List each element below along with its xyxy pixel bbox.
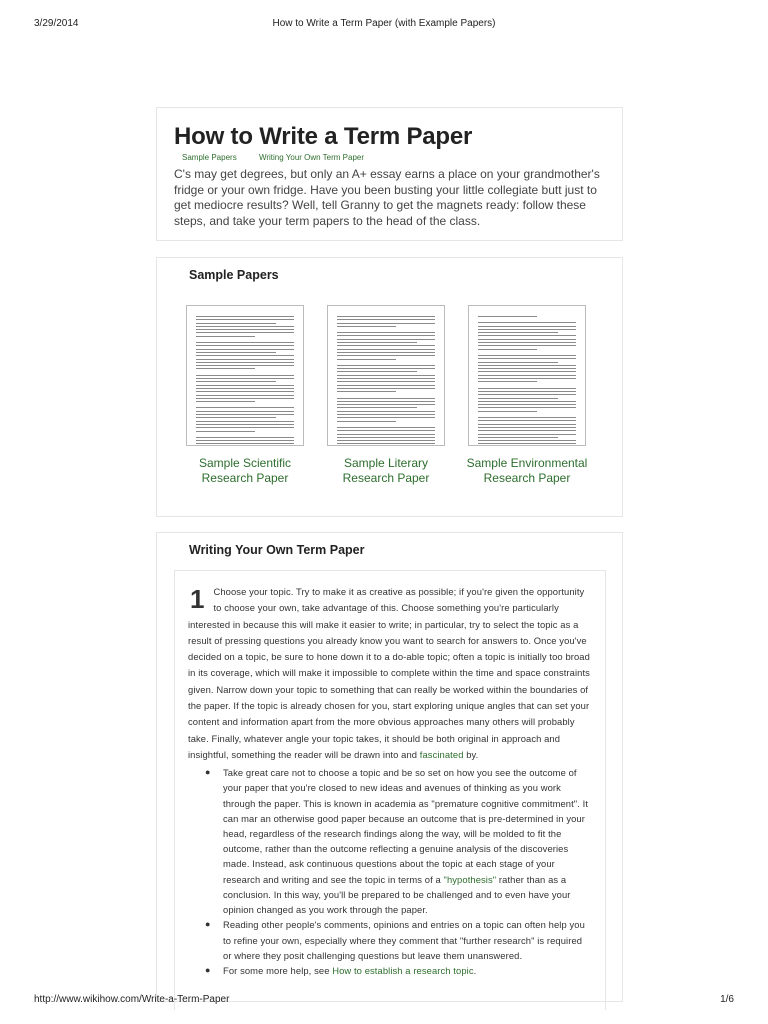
thumbnail-text-line <box>478 434 576 435</box>
thumbnail-text-line <box>196 329 294 330</box>
thumbnail-text-line <box>337 414 435 415</box>
thumbnail-text-line <box>478 378 576 379</box>
thumbnail-text-line <box>478 375 576 376</box>
thumbnail-text-line <box>337 443 435 444</box>
thumbnail-text-line <box>196 365 294 366</box>
thumbnail-text-line <box>478 394 576 395</box>
print-date: 3/29/2014 <box>34 18 79 29</box>
thumbnail-text-line <box>337 319 435 320</box>
thumbnail-text-line <box>478 355 576 356</box>
thumbnail-text-line <box>196 319 294 320</box>
bullet-dot-icon: ● <box>205 767 211 778</box>
thumbnail-text-line <box>196 332 294 333</box>
step-bullets <box>188 765 592 978</box>
thumbnail-text-line <box>196 368 255 369</box>
thumbnail-text-line <box>478 349 537 350</box>
thumbnail-text-line <box>196 385 294 386</box>
thumbnail-text-line <box>196 355 294 356</box>
thumbnail-text-line <box>337 316 435 317</box>
sample-scientific-link[interactable] <box>175 456 315 486</box>
step-1-box <box>174 570 606 1010</box>
thumbnail-text-line <box>478 391 576 392</box>
thumbnail-text-line <box>478 430 576 431</box>
print-page-number: 1/6 <box>720 994 734 1005</box>
sample-environmental-thumbnail[interactable] <box>468 305 586 446</box>
thumbnail-text-line <box>196 336 255 337</box>
step-text-end: by. <box>463 748 479 760</box>
sample-literary-label-2: Research Paper <box>342 471 430 485</box>
bullet-text-after: . <box>473 964 477 976</box>
thumbnail-text-line <box>478 401 576 402</box>
print-url: http://www.wikihow.com/Write-a-Term-Paper <box>34 994 230 1005</box>
thumbnail-text-line <box>478 388 576 389</box>
thumbnail-text-line <box>478 326 576 327</box>
thumbnail-text-line <box>196 375 294 376</box>
thumbnail-text-line <box>196 427 294 428</box>
thumbnail-text-line <box>478 358 576 359</box>
bullet-text-before: Reading other people's comments, opinions and entries on a topic can often help you to refine your own, especially where they comment that "further research" is required or where they posit challenging questions but leave them unanswered. <box>223 919 585 961</box>
thumbnail-text-line <box>478 339 576 340</box>
thumbnail-text-line <box>337 398 435 399</box>
thumbnail-text-line <box>337 437 435 438</box>
thumbnail-text-line <box>337 417 435 418</box>
bullet-text-before: Take great care not to choose a topic and be so set on how you see the outcome of your paper that you're closed to new ideas and avenues of thinking as you work through the paper. This is known in academia as "premature cognitive commitment". It can mar an otherwise good paper because an outcome that is pre-determined in your head, regardless of the research findings along the way, will be molded to fit the outcome, rather than the outcome reflecting a genuine analysis of the discoveries made. Instead, ask continuous questions about the topic at each stage of your research and writing and see the topic in terms of a <box>223 767 589 885</box>
thumbnail-text-line <box>337 355 435 356</box>
thumbnail-text-line <box>478 440 576 441</box>
fascinated-link[interactable]: fascinated <box>419 748 464 760</box>
sample-literary-link[interactable] <box>316 456 456 486</box>
thumbnail-text-line <box>196 401 255 402</box>
thumbnail-text-line <box>337 430 435 431</box>
thumbnail-text-line <box>337 421 396 422</box>
intro-card <box>156 107 623 241</box>
thumbnail-text-line <box>196 345 294 346</box>
thumbnail-text-line <box>196 349 294 350</box>
thumbnail-text-line <box>478 345 576 346</box>
bullet-item <box>205 963 592 978</box>
thumbnail-text-line <box>196 359 294 360</box>
thumbnail-text-line <box>478 332 558 333</box>
thumbnail-text-line <box>196 407 294 408</box>
thumbnail-text-line <box>478 417 576 418</box>
sample-papers-heading: Sample Papers <box>189 268 279 282</box>
thumbnail-text-line <box>337 388 435 389</box>
thumbnail-text-line <box>478 443 576 444</box>
sample-environmental-link[interactable] <box>457 456 597 486</box>
thumbnail-text-line <box>196 421 294 422</box>
step-text-main: Choose your topic. Try to make it as creative as possible; if you're given the opportunity to choose your own, take advantage of this. Choose something you're particularly interested in because this will make it easier to write; in particular, try to select the topic as a result of pressing questions you already know you want to search for answers to. Once you've decided on a topic, be sure to hone down it to a do-able topic; often a topic is initially too broad in its coverage, which will make it impossible to complete within the time and space constraints given. Narrow down your topic to something that can really be worked within the boundaries of the paper. If the topic is already chosen for you, start exploring unique angles that can set your content and information apart from the more obvious approaches many others will probably take. Finally, whatever angle your topic takes, it should be both original in approach and insightful, something the reader will be drawn into and <box>188 586 590 760</box>
thumbnail-text-line <box>196 342 294 343</box>
thumbnail-text-line <box>337 352 435 353</box>
thumbnail-text-line <box>337 365 435 366</box>
thumbnail-text-line <box>478 316 537 317</box>
thumbnail-text-line <box>478 368 576 369</box>
step-text <box>188 584 592 763</box>
thumbnail-text-line <box>337 371 417 372</box>
thumbnail-text-line <box>478 322 576 323</box>
hypothesis-link[interactable]: "hypothesis" <box>443 873 497 885</box>
thumbnail-text-line <box>196 381 276 382</box>
print-title: How to Write a Term Paper (with Example Papers) <box>272 18 496 29</box>
bullet-text-before: For some more help, see <box>223 964 333 976</box>
bullet-dot-icon: ● <box>205 964 211 975</box>
thumbnail-text-line <box>337 332 435 333</box>
thumbnail-text-line <box>337 323 435 324</box>
thumbnail-text-line <box>337 407 417 408</box>
thumbnail-text-line <box>196 414 294 415</box>
thumbnail-text-line <box>478 411 537 412</box>
thumbnail-text-line <box>196 440 294 441</box>
writing-card <box>156 532 623 1002</box>
thumbnail-text-line <box>337 378 435 379</box>
thumbnail-text-line <box>478 407 576 408</box>
thumbnail-text-line <box>337 345 435 346</box>
section-links <box>174 153 605 165</box>
thumbnail-text-line <box>196 443 294 444</box>
thumbnail-text-line <box>337 401 435 402</box>
thumbnail-text-line <box>337 427 435 428</box>
thumbnail-text-line <box>337 349 435 350</box>
sample-environmental-label-2: Research Paper <box>483 471 571 485</box>
section-link-sample-papers[interactable]: Sample Papers <box>182 153 237 162</box>
thumbnail-text-line <box>478 420 576 421</box>
bullet-item <box>205 765 592 917</box>
thumbnail-text-line <box>337 339 435 340</box>
thumbnail-text-line <box>337 368 435 369</box>
thumbnail-text-line <box>196 316 294 317</box>
thumbnail-text-line <box>196 398 294 399</box>
thumbnail-text-line <box>196 326 294 327</box>
thumbnail-text-line <box>478 342 576 343</box>
thumbnail-text-line <box>337 326 396 327</box>
thumbnail-text-line <box>337 359 396 360</box>
thumbnail-text-line <box>337 342 417 343</box>
thumbnail-text-line <box>196 391 294 392</box>
sample-scientific-thumbnail[interactable] <box>186 305 304 446</box>
thumbnail-text-line <box>196 388 294 389</box>
sample-literary-label-1: Sample Literary <box>343 456 429 470</box>
thumbnail-text-line <box>196 417 276 418</box>
sample-environmental-label-1: Sample Environmental <box>466 456 588 470</box>
sample-papers-card <box>156 257 623 517</box>
thumbnail-text-line <box>337 434 435 435</box>
thumbnail-text-line <box>337 381 435 382</box>
thumbnail-text-line <box>478 335 576 336</box>
thumbnail-text-line <box>478 329 576 330</box>
section-link-writing[interactable]: Writing Your Own Term Paper <box>258 153 365 162</box>
thumbnail-text-line <box>196 431 255 432</box>
thumbnail-text-line <box>337 440 435 441</box>
thumbnail-text-line <box>478 381 537 382</box>
research-topic-link[interactable]: How to establish a research topic <box>332 964 474 976</box>
thumbnail-text-line <box>337 375 435 376</box>
thumbnail-text-line <box>478 427 576 428</box>
thumbnail-text-line <box>478 398 558 399</box>
thumbnail-text-line <box>196 424 294 425</box>
print-footer <box>0 994 768 1008</box>
sample-literary-thumbnail[interactable] <box>327 305 445 446</box>
thumbnail-text-line <box>478 437 558 438</box>
thumbnail-text-line <box>337 404 435 405</box>
thumbnail-text-line <box>337 411 435 412</box>
print-header <box>0 18 768 32</box>
sample-scientific-label-2: Research Paper <box>201 471 289 485</box>
bullet-item <box>205 917 592 963</box>
bullet-text-after: rather than as a conclusion. In this way, you'll be prepared to be challenged and to even have your opinion changed as you work through the paper. <box>223 873 571 916</box>
thumbnail-text-line <box>337 335 435 336</box>
thumbnail-text-line <box>196 352 276 353</box>
thumbnail-text-line <box>196 323 276 324</box>
thumbnail-text-line <box>478 424 576 425</box>
thumbnail-text-line <box>478 365 576 366</box>
thumbnail-text-line <box>196 395 294 396</box>
thumbnail-text-line <box>337 385 435 386</box>
thumbnail-text-line <box>196 437 294 438</box>
intro-text: C's may get degrees, but only an A+ essay earns a place on your grandmother's fridge or your own fridge. Have you been busting your little collegiate butt just to get mediocre results? Well, tell Granny to get the magnets ready: follow these steps, and take your term papers to the head of the class. <box>174 167 600 228</box>
sample-scientific-label-1: Sample Scientific <box>198 456 292 470</box>
thumbnail-text-line <box>196 378 294 379</box>
thumbnail-text-line <box>196 411 294 412</box>
writing-heading: Writing Your Own Term Paper <box>189 543 365 557</box>
thumbnail-text-line <box>478 362 558 363</box>
thumbnail-text-line <box>478 404 576 405</box>
article-title: How to Write a Term Paper <box>174 123 473 150</box>
thumbnail-text-line <box>196 362 294 363</box>
step-number: 1 <box>190 584 205 614</box>
thumbnail-text-line <box>478 371 576 372</box>
bullet-dot-icon: ● <box>205 919 211 930</box>
thumbnail-text-line <box>337 391 396 392</box>
